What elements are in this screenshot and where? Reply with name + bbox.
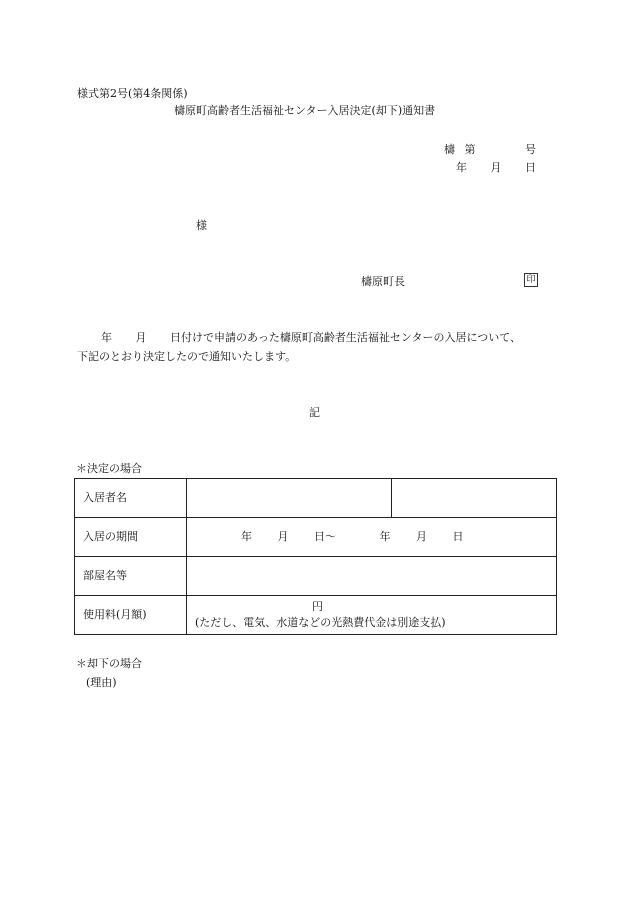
resident-extra-cell [392, 479, 557, 518]
room-value-cell [187, 557, 557, 596]
rejection-reason-label: (理由) [86, 676, 117, 689]
period-value [187, 518, 557, 557]
ki-heading: 記 [309, 406, 320, 419]
body-text-1: 日付けで申請のあった檮原町高齢者生活福祉センターの入居について、 [170, 331, 522, 344]
document-number [444, 143, 536, 156]
table-row [75, 557, 557, 596]
decision-table [74, 478, 557, 635]
resident-label: 入居者名 [75, 479, 187, 518]
period-month-1: 月 [277, 530, 289, 544]
number-go: 号 [525, 143, 536, 156]
table-row [75, 479, 557, 518]
table-row [75, 596, 557, 635]
fee-label: 使用料(月額) [75, 596, 187, 635]
body-line-1 [101, 331, 521, 344]
period-day-2: 日 [452, 530, 464, 544]
period-day-1: 日～ [314, 530, 336, 544]
body-line-2: 下記のとおり決定したので通知いたします。 [77, 350, 297, 363]
resident-name-cell [187, 479, 392, 518]
period-label: 入居の期間 [75, 518, 187, 557]
date-year: 年 [456, 161, 467, 174]
document-title: 檮原町高齢者生活福祉センター入居決定(却下)通知書 [174, 104, 436, 117]
date-month: 月 [490, 161, 502, 174]
table-row [75, 518, 557, 557]
decision-heading: ＊決定の場合 [76, 462, 142, 475]
date-day: 日 [525, 161, 536, 174]
fee-unit: 円 [312, 600, 323, 613]
form-number: 様式第2号(第4条関係) [77, 87, 188, 100]
sender-title: 檮原町長 [361, 275, 405, 288]
addressee-sama: 様 [196, 219, 207, 232]
period-year-2: 年 [379, 530, 391, 544]
period-year-1: 年 [241, 530, 252, 544]
fee-note: (ただし、電気、水道などの光熱費代金は別途支払) [195, 616, 446, 629]
rejection-heading: ＊却下の場合 [76, 657, 142, 670]
body-month: 月 [135, 331, 147, 344]
seal-mark: 印 [524, 273, 538, 287]
number-prefix: 檮 [444, 143, 455, 156]
body-year: 年 [101, 331, 112, 344]
document-date [456, 161, 536, 174]
number-dai: 第 [464, 143, 476, 156]
fee-value [187, 596, 557, 635]
period-month-2: 月 [416, 530, 427, 544]
room-label: 部屋名等 [75, 557, 187, 596]
